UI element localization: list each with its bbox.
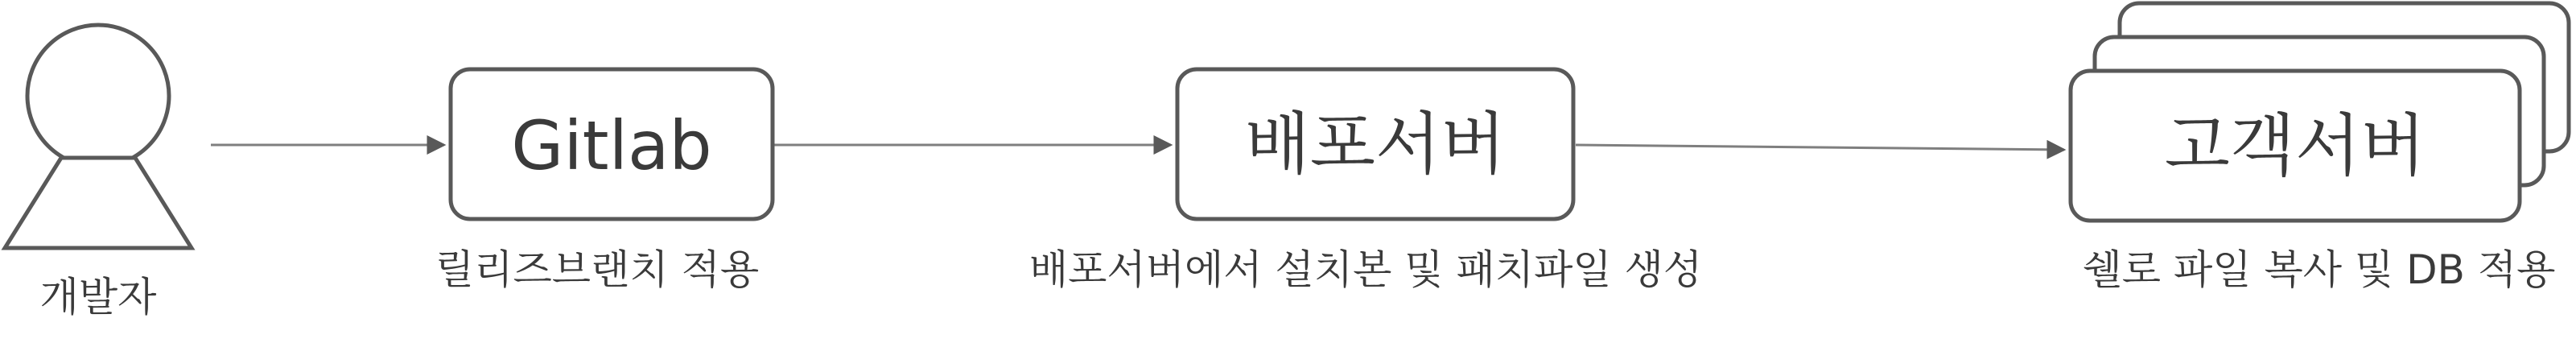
- deploy-server-node: [1177, 69, 1573, 219]
- gitlab-node: [451, 69, 773, 219]
- actor-label: 개발자: [39, 274, 157, 320]
- gitlab-label: Gitlab: [511, 106, 712, 185]
- deploy-server-label: 배포서버: [1244, 105, 1506, 184]
- arrow-deploy-server-to-customer-server: [1576, 145, 2064, 150]
- customer-server-node: [2071, 3, 2569, 221]
- actor-head-icon: [27, 25, 169, 167]
- customer-server-label: 고객서버: [2164, 106, 2426, 185]
- gitlab-caption: 릴리즈브랜치 적용: [435, 246, 760, 293]
- developer-actor: [5, 25, 192, 320]
- deploy-server-caption: 배포서버에서 설치본 및 패치파일 생성: [1028, 246, 1703, 293]
- actor-body-icon: [5, 158, 192, 248]
- customer-server-caption: 쉘로 파일 복사 및 DB 적용: [2083, 246, 2556, 293]
